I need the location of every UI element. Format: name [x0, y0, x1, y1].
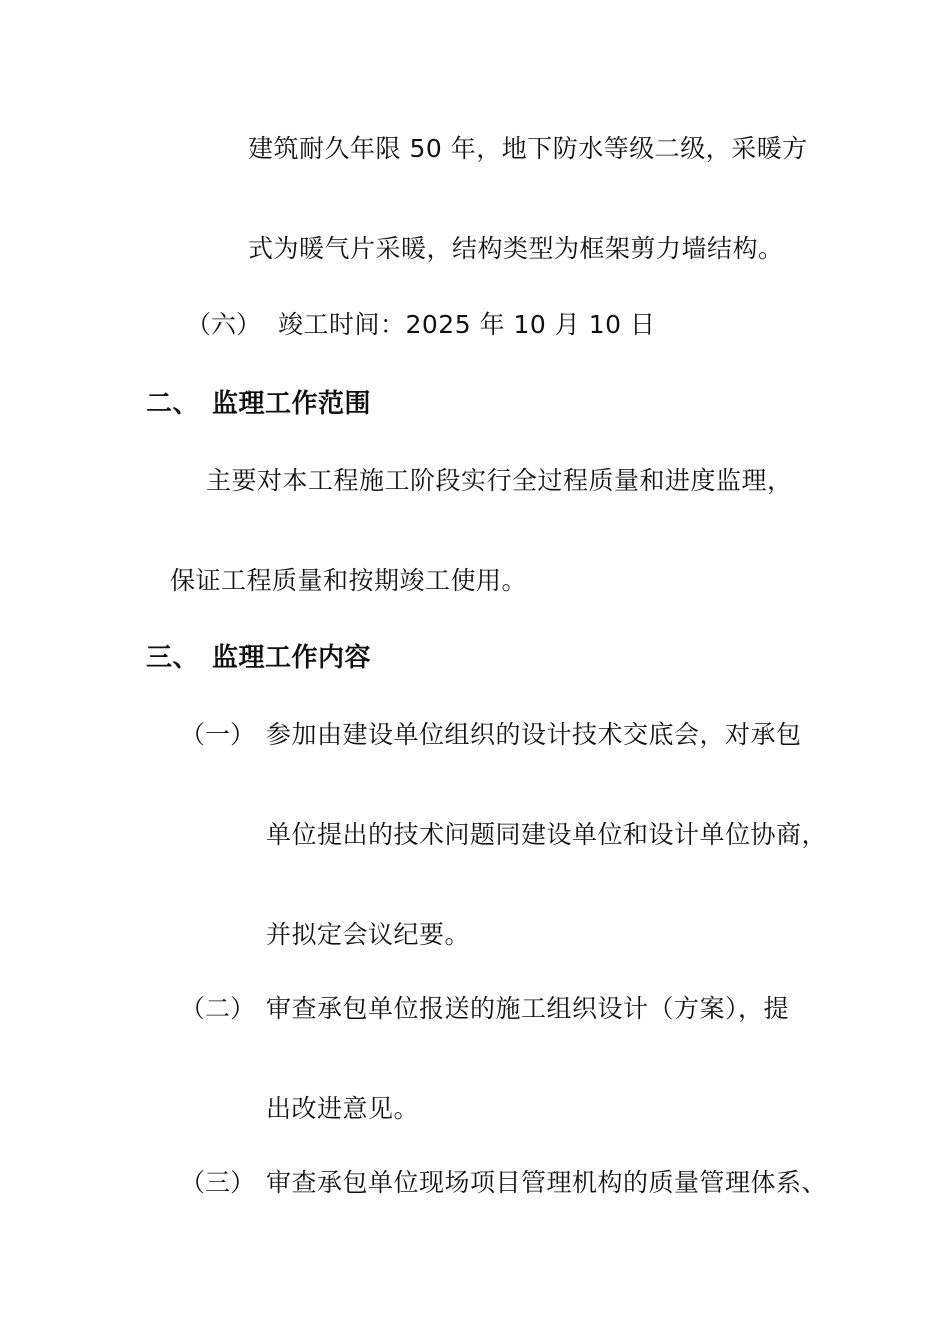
section-number: 二、: [146, 389, 200, 419]
section-title: 监理工作范围: [212, 389, 372, 419]
paragraph-line: 式为暖气片采暖，结构类型为框架剪力墙结构。: [248, 234, 784, 263]
item-text: 单位提出的技术问题同建设单位和设计单位协商，: [266, 820, 828, 849]
item-text: 审查承包单位现场项目管理机构的质量管理体系、: [266, 1168, 828, 1197]
item-number: （二）: [180, 994, 256, 1023]
item-number: （一）: [180, 720, 256, 749]
paragraph-line: 保证工程质量和按期竣工使用。: [170, 566, 528, 595]
item-number: （六）: [186, 310, 262, 339]
item-text: 出改进意见。: [266, 1094, 420, 1123]
section-number: 三、: [146, 643, 200, 673]
item-text: 竣工时间：2025 年 10 月 10 日: [278, 310, 656, 339]
item-text: 审查承包单位报送的施工组织设计（方案），提: [266, 994, 790, 1023]
section-title: 监理工作内容: [212, 643, 372, 673]
paragraph-line: 主要对本工程施工阶段实行全过程质量和进度监理，: [206, 466, 793, 495]
item-text: 参加由建设单位组织的设计技术交底会，对承包: [266, 720, 802, 749]
paragraph-line: 建筑耐久年限 50 年，地下防水等级二级，采暖方: [248, 134, 808, 163]
item-number: （三）: [180, 1168, 256, 1197]
item-text: 并拟定会议纪要。: [266, 920, 471, 949]
